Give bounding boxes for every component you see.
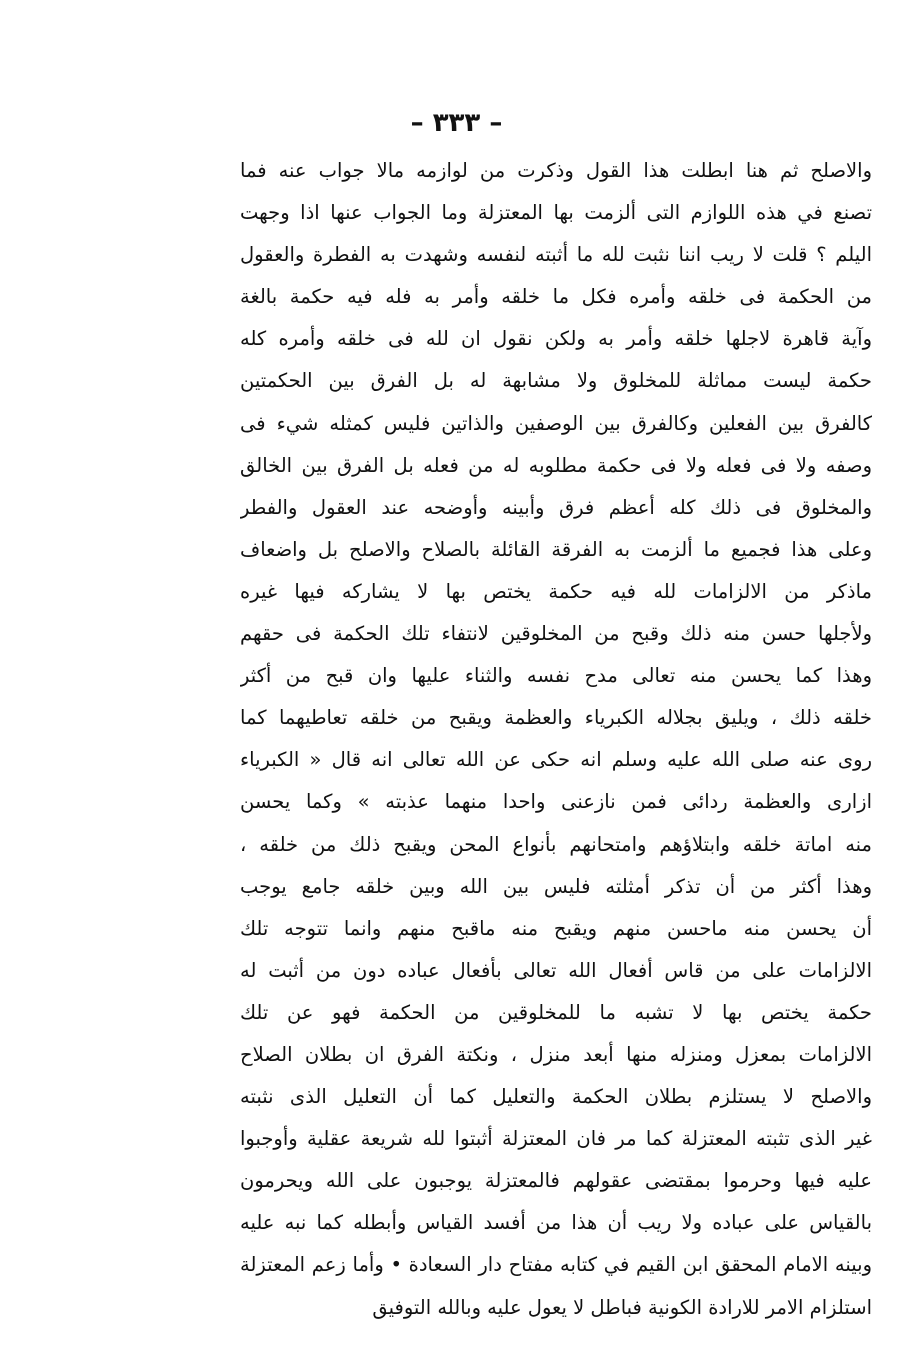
text-line: والاصلح لا يستلزم بطلان الحكمة والتعليل كما أن التعليل الذى نثبته <box>240 1085 872 1109</box>
text-line: روى عنه صلى الله عليه وسلم انه حكى عن الله تعالى انه قال « الكبرياء <box>240 748 872 772</box>
text-line: وبينه الامام المحقق ابن القيم في كتابه مفتاح دار السعادة • وأما زعم المعتزلة <box>240 1253 872 1277</box>
text-line: حكمة ليست مماثلة للمخلوق ولا مشابهة له بل الفرق بين الحكمتين <box>240 369 872 393</box>
text-line: كالفرق بين الفعلين وكالفرق بين الوصفين والذاتين فليس كمثله شيء فى <box>240 411 872 435</box>
text-line: عليه فيها وحرموا بمقتضى عقولهم فالمعتزلة يوجبون على الله ويحرمون <box>240 1169 872 1193</box>
text-line: بالقياس على عباده ولا ريب أن هذا من أفسد القياس وأبطله كما نبه عليه <box>240 1211 872 1235</box>
text-line: خلقه ذلك ، ويليق بجلاله الكبرياء والعظمة ويقبح من خلقه تعاطيهما كما <box>240 706 872 730</box>
text-line: تصنع في هذه اللوازم التى ألزمت بها المعتزلة وما الجواب عنها اذا وجهت <box>240 201 872 225</box>
text-line: أن يحسن منه ماحسن منهم ويقبح منه ماقبح منهم وانما تتوجه تلك <box>240 916 872 940</box>
text-line: ماذكر من الالزامات لله فيه حكمة يختص بها لا يشاركه فيها غيره <box>240 579 872 603</box>
text-line: من الحكمة فى خلقه وأمره فكل ما خلقه وأمر به فله فيه حكمة بالغة <box>240 285 872 309</box>
text-line: وعلى هذا فجميع ما ألزمت به الفرقة القائلة بالصلاح والاصلح بل واضعاف <box>240 537 872 561</box>
text-line: اليلم ؟ قلت لا ريب اننا نثبت لله ما أثبته لنفسه وشهدت به الفطرة والعقول <box>240 243 872 267</box>
text-line: حكمة يختص بها لا تشبه ما للمخلوقين من الحكمة فهو عن تلك <box>240 1000 872 1024</box>
text-line: ولأجلها حسن منه ذلك وقبح من المخلوقين لانتفاء تلك الحكمة فى حقهم <box>240 622 872 646</box>
text-line: استلزام الامر للارادة الكونية فباطل لا يعول عليه وبالله التوفيق <box>372 1295 872 1319</box>
text-line: الالزامات على من قاس أفعال الله تعالى بأفعال عباده دون من أثبت له <box>240 958 872 982</box>
text-line: الالزامات بمعزل ومنزله منها أبعد منزل ، ونكتة الفرق ان بطلان الصلاح <box>240 1042 872 1066</box>
text-line: والاصلح ثم هنا ابطلت هذا القول وذكرت من لوازمه مالا جواب عنه فما <box>240 159 872 182</box>
text-line: منه اماتة خلقه وابتلاؤهم وامتحانهم بأنواع المحن ويقبح ذلك من خلقه ، <box>240 832 872 856</box>
text-line: وآية قاهرة لاجلها خلقه وأمر به ولكن نقول ان لله فى خلقه وأمره كله <box>240 327 872 351</box>
text-line: والمخلوق فى ذلك كله أعظم فرق وأبينه وأوضحه عند العقول والفطر <box>240 495 872 519</box>
text-line: غير الذى تثبته المعتزلة كما مر فان المعتزلة أثبتوا لله شريعة عقلية وأوجبوا <box>240 1127 872 1151</box>
text-line: وهذا كما يحسن منه تعالى مدح نفسه والثناء عليها وان قبح من أكثر <box>240 664 872 688</box>
text-line: ازارى والعظمة ردائى فمن نازعنى واحدا منهما عذبته » وكما يحسن <box>240 790 872 814</box>
text-line: وصفه ولا فى فعله ولا فى حكمة مطلوبه له من فعله بل الفرق بين الخالق <box>240 453 872 477</box>
text-line: وهذا أكثر من أن تذكر أمثلته فليس بين الله وبين خلقه جامع يوجب <box>240 874 872 898</box>
page-number: – ٣٣٣ – <box>410 108 503 138</box>
body-text <box>240 150 872 1329</box>
